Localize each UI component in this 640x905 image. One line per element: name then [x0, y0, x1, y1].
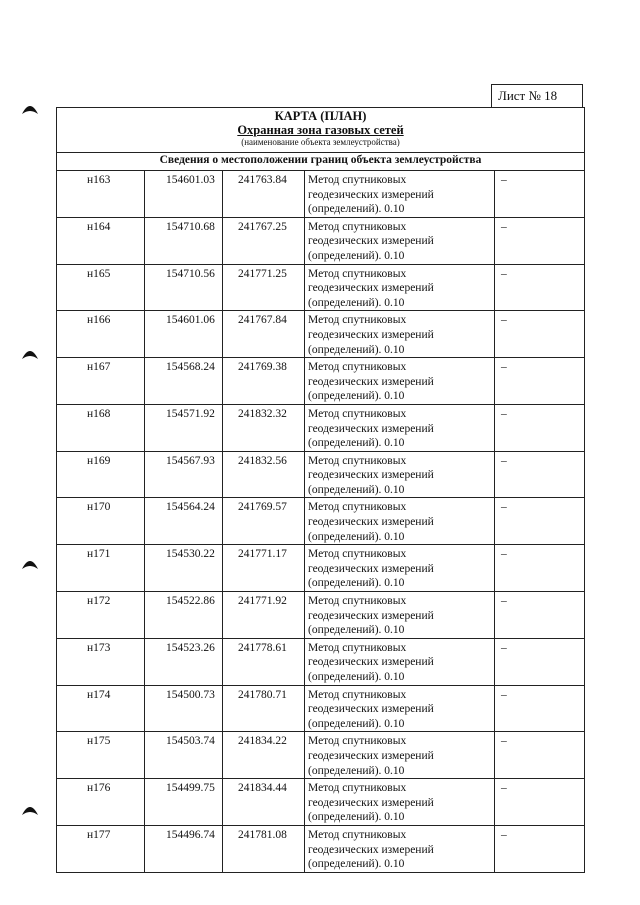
point-id: н163 — [87, 174, 111, 186]
point-cell — [57, 358, 145, 405]
table-row — [57, 264, 585, 311]
point-id: н167 — [87, 361, 111, 374]
point-cell — [57, 732, 145, 779]
method-line: Метод спутниковых — [308, 267, 407, 280]
note-cell — [495, 825, 585, 872]
method-line: Метод спутниковых — [308, 735, 407, 748]
method-line: геодезических измерений — [308, 516, 434, 529]
y-coordinate: 241769.38 — [238, 361, 287, 374]
point-id: н166 — [87, 314, 111, 327]
x-coordinate: 154523.26 — [166, 641, 215, 654]
point-cell — [57, 825, 145, 872]
sheet-number: Лист № 18 — [491, 84, 583, 108]
point-id: н172 — [87, 595, 111, 608]
point-cell — [57, 217, 145, 264]
method-line: Метод спутниковых — [308, 220, 407, 233]
x-coordinate: 154500.73 — [166, 688, 215, 701]
note-dash: – — [501, 548, 507, 561]
point-cell — [57, 638, 145, 685]
x-cell — [145, 451, 223, 498]
method-line: (определений). 0.10 — [308, 811, 405, 824]
y-cell — [223, 825, 305, 872]
method-cell — [305, 264, 495, 311]
note-cell — [495, 264, 585, 311]
method-line: Метод спутниковых — [308, 641, 407, 654]
method-cell — [305, 171, 495, 218]
note-dash: – — [501, 828, 507, 841]
method-text — [308, 311, 494, 357]
point-id: н168 — [87, 407, 111, 420]
x-coordinate: 154522.86 — [166, 595, 215, 608]
method-line: (определений). 0.10 — [308, 530, 405, 543]
point-cell — [57, 545, 145, 592]
section-title: Сведения о местоположении границ объекта землеустройства — [57, 153, 585, 171]
table-row — [57, 732, 585, 779]
y-coordinate: 241781.08 — [238, 828, 287, 841]
y-coordinate: 241769.57 — [238, 501, 287, 514]
method-line: Метод спутниковых — [308, 454, 407, 467]
table-row — [57, 311, 585, 358]
method-cell — [305, 732, 495, 779]
point-id: н173 — [87, 641, 111, 654]
table-row — [57, 638, 585, 685]
note-dash: – — [501, 454, 507, 467]
x-cell — [145, 217, 223, 264]
x-cell — [145, 779, 223, 826]
point-cell — [57, 451, 145, 498]
method-line: геодезических измерений — [308, 562, 434, 575]
method-text — [308, 452, 494, 498]
method-cell — [305, 685, 495, 732]
method-cell — [305, 358, 495, 405]
y-coordinate: 241771.25 — [238, 267, 287, 280]
note-dash: – — [501, 735, 507, 748]
method-cell — [305, 592, 495, 639]
method-line: геодезических измерений — [308, 469, 434, 482]
y-coordinate: 241763.84 — [238, 174, 287, 186]
x-coordinate: 154496.74 — [166, 828, 215, 841]
method-cell — [305, 545, 495, 592]
point-cell — [57, 404, 145, 451]
note-dash: – — [501, 782, 507, 795]
point-cell — [57, 311, 145, 358]
method-line: (определений). 0.10 — [308, 343, 405, 356]
note-cell — [495, 685, 585, 732]
table-row — [57, 358, 585, 405]
punch-hole-mark — [21, 346, 39, 360]
method-line: (определений). 0.10 — [308, 437, 405, 450]
method-text — [308, 358, 494, 404]
point-cell — [57, 264, 145, 311]
y-cell — [223, 685, 305, 732]
method-line: Метод спутниковых — [308, 361, 407, 374]
y-cell — [223, 171, 305, 218]
x-cell — [145, 732, 223, 779]
y-cell — [223, 264, 305, 311]
x-coordinate: 154564.24 — [166, 501, 215, 514]
method-text — [308, 218, 494, 264]
point-id: н174 — [87, 688, 111, 701]
table-row — [57, 779, 585, 826]
x-cell — [145, 545, 223, 592]
note-cell — [495, 404, 585, 451]
y-coordinate: 241834.44 — [238, 782, 287, 795]
method-line: геодезических измерений — [308, 749, 434, 762]
x-coordinate: 154571.92 — [166, 407, 215, 420]
method-cell — [305, 825, 495, 872]
x-coordinate: 154567.93 — [166, 454, 215, 467]
x-coordinate: 154710.68 — [166, 220, 215, 233]
method-text — [308, 639, 494, 685]
table-row — [57, 685, 585, 732]
y-cell — [223, 592, 305, 639]
method-line: (определений). 0.10 — [308, 671, 405, 683]
method-line: геодезических измерений — [308, 235, 434, 248]
x-cell — [145, 685, 223, 732]
method-cell — [305, 311, 495, 358]
y-coordinate: 241832.56 — [238, 454, 287, 467]
note-cell — [495, 171, 585, 218]
method-line: (определений). 0.10 — [308, 203, 405, 216]
note-cell — [495, 498, 585, 545]
method-line: (определений). 0.10 — [308, 624, 405, 637]
point-id: н175 — [87, 735, 111, 748]
method-text — [308, 732, 494, 778]
point-id: н177 — [87, 828, 111, 841]
y-cell — [223, 638, 305, 685]
y-cell — [223, 498, 305, 545]
x-cell — [145, 171, 223, 218]
x-cell — [145, 638, 223, 685]
y-coordinate: 241834.22 — [238, 735, 287, 748]
note-cell — [495, 732, 585, 779]
note-cell — [495, 545, 585, 592]
method-line: геодезических измерений — [308, 375, 434, 388]
x-cell — [145, 311, 223, 358]
y-coordinate: 241771.17 — [238, 548, 287, 561]
point-cell — [57, 498, 145, 545]
note-cell — [495, 311, 585, 358]
table-row — [57, 592, 585, 639]
point-cell — [57, 779, 145, 826]
x-cell — [145, 264, 223, 311]
note-cell — [495, 638, 585, 685]
note-cell — [495, 592, 585, 639]
method-cell — [305, 217, 495, 264]
table-row — [57, 404, 585, 451]
method-line: геодезических измерений — [308, 328, 434, 341]
y-coordinate: 241780.71 — [238, 688, 287, 701]
y-cell — [223, 404, 305, 451]
x-cell — [145, 498, 223, 545]
y-cell — [223, 358, 305, 405]
y-coordinate: 241771.92 — [238, 595, 287, 608]
boundary-table — [56, 107, 585, 873]
method-line: (определений). 0.10 — [308, 390, 405, 403]
table-row — [57, 451, 585, 498]
x-coordinate: 154499.75 — [166, 782, 215, 795]
method-line: Метод спутниковых — [308, 407, 407, 420]
x-cell — [145, 358, 223, 405]
point-id: н170 — [87, 501, 111, 514]
point-id: н164 — [87, 220, 111, 233]
method-line: геодезических измерений — [308, 656, 434, 669]
method-line: геодезических измерений — [308, 422, 434, 435]
method-line: (определений). 0.10 — [308, 249, 405, 262]
punch-hole-mark — [21, 802, 39, 816]
y-cell — [223, 779, 305, 826]
method-line: (определений). 0.10 — [308, 483, 405, 496]
note-dash: – — [501, 641, 507, 654]
method-text — [308, 498, 494, 544]
method-cell — [305, 404, 495, 451]
y-coordinate: 241778.61 — [238, 641, 287, 654]
note-dash: – — [501, 220, 507, 233]
method-line: Метод спутниковых — [308, 595, 407, 608]
note-cell — [495, 358, 585, 405]
document-header — [57, 108, 585, 153]
method-cell — [305, 638, 495, 685]
x-cell — [145, 592, 223, 639]
x-cell — [145, 404, 223, 451]
y-cell — [223, 311, 305, 358]
method-text — [308, 686, 494, 732]
y-cell — [223, 545, 305, 592]
document-title: КАРТА (ПЛАН) — [274, 109, 367, 123]
method-line: геодезических измерений — [308, 703, 434, 716]
method-line: (определений). 0.10 — [308, 296, 405, 309]
method-line: Метод спутниковых — [308, 174, 407, 186]
method-line: геодезических измерений — [308, 188, 434, 201]
method-line: Метод спутниковых — [308, 548, 407, 561]
y-cell — [223, 217, 305, 264]
x-coordinate: 154503.74 — [166, 735, 215, 748]
method-line: геодезических измерений — [308, 796, 434, 809]
table-row — [57, 825, 585, 872]
y-coordinate: 241832.32 — [238, 407, 287, 420]
note-dash: – — [501, 174, 507, 186]
x-coordinate: 154601.06 — [166, 314, 215, 327]
note-dash: – — [501, 314, 507, 327]
note-cell — [495, 779, 585, 826]
method-line: Метод спутниковых — [308, 501, 407, 514]
note-dash: – — [501, 688, 507, 701]
note-dash: – — [501, 361, 507, 374]
method-line: (определений). 0.10 — [308, 577, 405, 590]
point-cell — [57, 685, 145, 732]
table-row — [57, 545, 585, 592]
method-text — [308, 592, 494, 638]
method-cell — [305, 451, 495, 498]
method-line: Метод спутниковых — [308, 828, 407, 841]
method-cell — [305, 498, 495, 545]
object-caption: (наименование объекта землеустройства) — [241, 137, 400, 147]
method-text — [308, 265, 494, 311]
x-coordinate: 154530.22 — [166, 548, 215, 561]
point-id: н169 — [87, 454, 111, 467]
point-cell — [57, 171, 145, 218]
point-id: н171 — [87, 548, 111, 561]
x-coordinate: 154568.24 — [166, 361, 215, 374]
table-row — [57, 498, 585, 545]
punch-hole-mark — [21, 556, 39, 570]
method-line: (определений). 0.10 — [308, 717, 405, 730]
method-text — [308, 779, 494, 825]
method-text — [308, 826, 494, 872]
y-cell — [223, 451, 305, 498]
y-coordinate: 241767.25 — [238, 220, 287, 233]
y-cell — [223, 732, 305, 779]
x-coordinate: 154710.56 — [166, 267, 215, 280]
method-line: геодезических измерений — [308, 843, 434, 856]
note-cell — [495, 217, 585, 264]
object-name: Охранная зона газовых сетей — [237, 123, 404, 137]
x-cell — [145, 825, 223, 872]
method-line: (определений). 0.10 — [308, 858, 405, 871]
note-dash: – — [501, 407, 507, 420]
method-line: Метод спутниковых — [308, 314, 407, 327]
method-line: геодезических измерений — [308, 609, 434, 622]
point-id: н176 — [87, 782, 111, 795]
note-dash: – — [501, 267, 507, 280]
method-line: Метод спутниковых — [308, 688, 407, 701]
method-line: Метод спутниковых — [308, 782, 407, 795]
note-dash: – — [501, 501, 507, 514]
method-line: геодезических измерений — [308, 282, 434, 295]
x-coordinate: 154601.03 — [166, 174, 215, 186]
method-cell — [305, 779, 495, 826]
table-row — [57, 217, 585, 264]
method-text — [308, 545, 494, 591]
punch-hole-mark — [21, 101, 39, 115]
method-text — [308, 405, 494, 451]
note-dash: – — [501, 595, 507, 608]
method-line: (определений). 0.10 — [308, 764, 405, 777]
method-text — [308, 171, 494, 217]
y-coordinate: 241767.84 — [238, 314, 287, 327]
point-id: н165 — [87, 267, 111, 280]
note-cell — [495, 451, 585, 498]
table-row — [57, 171, 585, 218]
point-cell — [57, 592, 145, 639]
